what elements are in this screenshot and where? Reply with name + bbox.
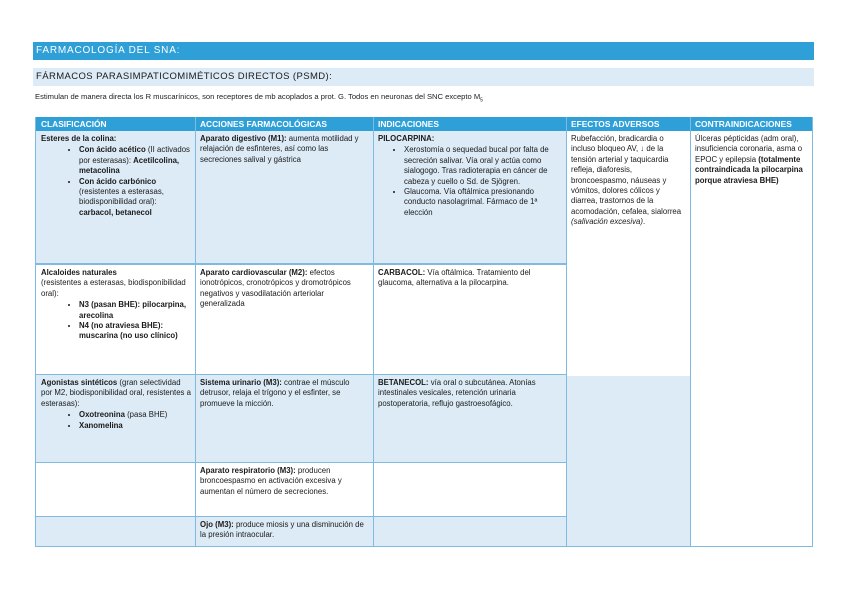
header-acciones: ACCIONES FARMACOLÓGICAS: [195, 117, 373, 131]
col-divider-4: [690, 117, 691, 547]
clasificacion-row-empty-1: [36, 463, 195, 517]
efectos-cell: Rubefacción, bradicardia o incluso bloqueo AV, ↓ de la tensión arterial y taquicardia refleja, diaforesis, broncoespasmo, náuseas y vómitos, dolores cólicos y diarrea, trastornos de la acomodación, cefalea, sialorrea (salivación excesiva).: [566, 131, 690, 376]
indicaciones-row-pilocarpina: PILOCARPINA: • Xerostomía o sequedad bucal por falta de secreción salivar. Vía oral y actúa como sialogogo. Tras radioterapia en cáncer de cabeza y cuello o Sd. de Sjögren. • Glaucoma. Vía oftálmica presionando conducto nasolagrimal. Fármaco de 1ª elección: [373, 131, 566, 264]
contra-empty: [690, 376, 812, 547]
col-divider-1: [195, 117, 196, 547]
clasificacion-row-esteres: Esteres de la colina: • Con ácido acético (II activados por esterasas): Acetilcolina, metacolina • Con ácido carbónico (resistentes a esterasas, biodisponibilidad oral): carbacol, betanecol: [36, 131, 195, 264]
table-border-left: [35, 117, 36, 547]
header-contra: CONTRAINDICACIONES: [690, 117, 812, 131]
acciones-row-digestivo: Aparato digestivo (M1): aumenta motilidad y relajación de esfinteres, así como las secreciones salival y gástrica: [195, 131, 373, 264]
indicaciones-row-empty-1: [373, 463, 566, 517]
column-contra: [690, 117, 812, 131]
section-title: FARMACOLOGÍA DEL SNA:: [33, 42, 814, 60]
acciones-row-ojo: Ojo (M3): produce miosis y una disminución de la presión intraocular.: [195, 517, 373, 547]
contra-cell: Úlceras pépticidas (adm oral), insuficiencia coronaria, asma o EPOC y epilepsia (totalmente contraindicada la pilocarpina porque atraviesa BHE): [690, 131, 812, 376]
col-divider-3: [566, 117, 567, 547]
table-border-right: [812, 117, 813, 547]
acciones-row-respiratorio: Aparato respiratorio (M3): producen broncoespasmo en activación excesiva y aumentan el número de secreciones.: [195, 463, 373, 517]
clasificacion-row-alcaloides: Alcaloides naturales (resistentes a esterasas, biodisponibilidad oral): • N3 (pasan BHE): pilocarpina, arecolina • N4 (no atraviesa BHE): muscarina (no uso clínico): [36, 264, 195, 375]
indicaciones-row-carbacol: CARBACOL: Vía oftálmica. Tratamiento del glaucoma, alternativa a la pilocarpina.: [373, 264, 566, 375]
header-efectos: EFECTOS ADVERSOS: [566, 117, 690, 131]
col-divider-2: [373, 117, 374, 547]
clasificacion-row-empty-2: [36, 517, 195, 547]
table-border-bottom: [35, 546, 813, 547]
acciones-row-urinario: Sistema urinario (M3): contrae el músculo detrusor, relaja el trígono y el esfinter, se promueve la micción.: [195, 375, 373, 463]
efectos-empty: [566, 376, 690, 547]
column-indicaciones: [373, 117, 566, 131]
column-acciones: [195, 117, 373, 131]
header-clasificacion: CLASIFICACIÓN: [36, 117, 195, 131]
header-indicaciones: INDICACIONES: [373, 117, 566, 131]
clasificacion-row-sinteticos: Agonistas sintéticos (gran selectividad por M2, biodisponibilidad oral, resistentes a esterasas): • Oxotreonina (pasa BHE) • Xanomelina: [36, 375, 195, 463]
column-clasificacion: [36, 117, 195, 131]
indicaciones-row-empty-2: [373, 517, 566, 547]
column-efectos: [566, 117, 690, 131]
indicaciones-row-betanecol: BETANECOL: vía oral o subcutánea. Atonías intestinales vesicales, retención urinaria postoperatoria, reflujo gastroesofágico.: [373, 375, 566, 463]
subsection-title: FÁRMACOS PARASIMPATICOMIMÉTICOS DIRECTOS (PSMD):: [33, 68, 814, 86]
intro-text: Estimulan de manera directa los R muscarínicos, son receptores de mb acoplados a prot. G. Todos en neuronas del SNC excepto $M_5$: [35, 92, 483, 104]
acciones-row-cardiovascular: Aparato cardiovascular (M2): efectos ionotrópicos, cronotrópicos y dromotrópicos negativos y vasodilatación arteriolar generalizada: [195, 264, 373, 375]
